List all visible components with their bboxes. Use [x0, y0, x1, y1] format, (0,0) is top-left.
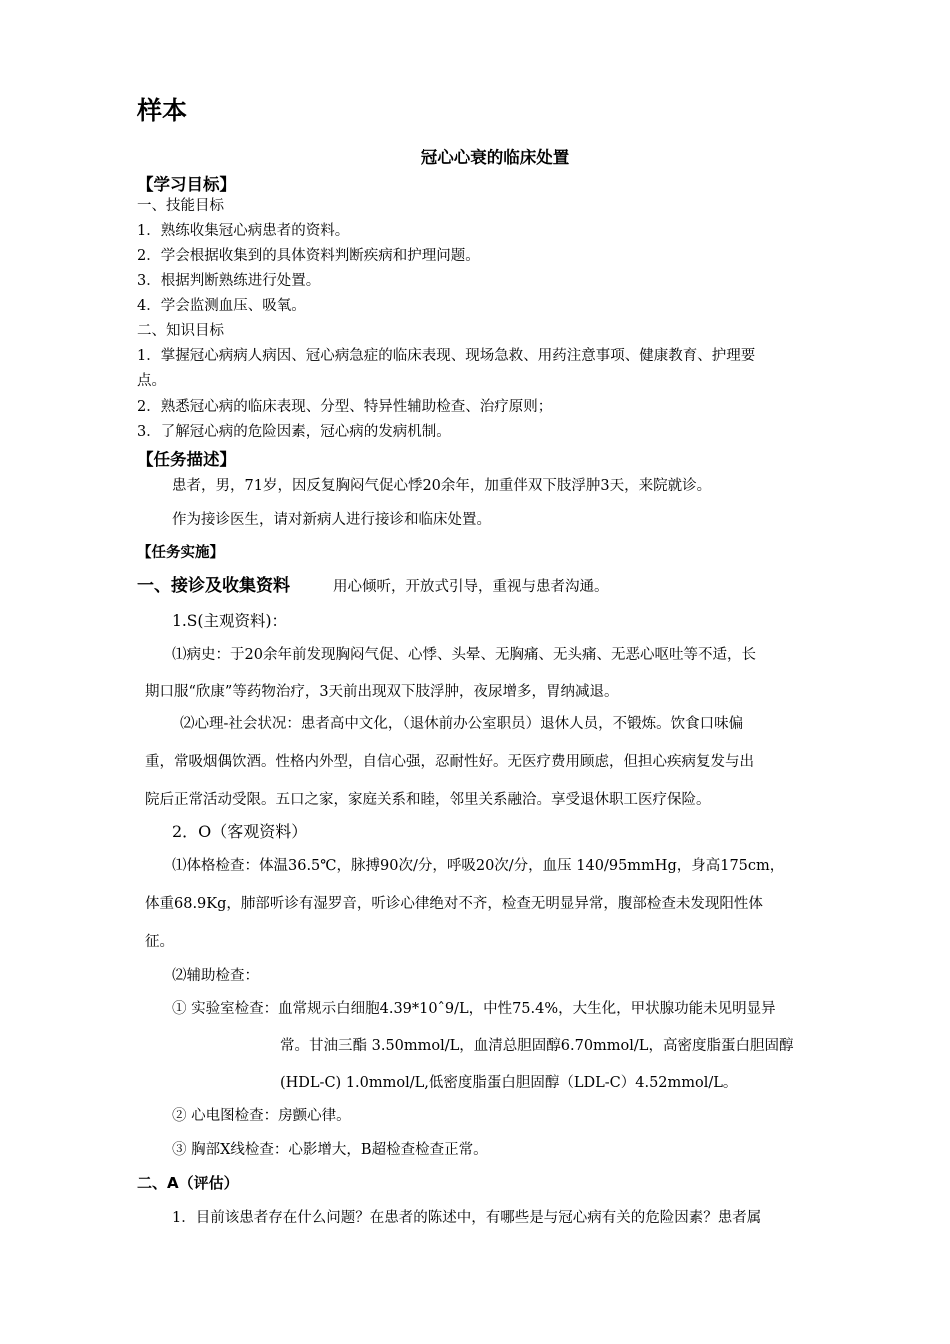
- section-2-title: 二、A（评估）: [137, 1174, 239, 1192]
- psychosocial-line: 院后正常活动受限。五口之家，家庭关系和睦，邻里关系融洽。享受退休职工医疗保险。: [145, 792, 711, 808]
- section-1-title: 一、接诊及收集资料: [137, 576, 290, 596]
- history-line: ⑴病史：于20余年前发现胸闷气促、心悸、头晕、无胸痛、无头痛、无恶心呕吐等不适，长: [172, 647, 756, 663]
- knowledge-objectives-heading: 二、知识目标: [137, 323, 224, 339]
- lab-exam-line: (HDL-C) 1.0mmol/L,低密度脂蛋白胆固醇（LDL-C）4.52mmol/L。: [280, 1075, 738, 1091]
- skill-item: 3．根据判断熟练进行处置。: [137, 273, 321, 289]
- task-description-paragraph: 患者，男，71岁，因反复胸闷气促心悸20余年，加重伴双下肢浮肿3天，来院就诊。: [172, 478, 712, 494]
- xray-exam-line: ③ 胸部X线检查：心影增大，B超检查检查正常。: [172, 1142, 488, 1158]
- physical-exam-line: 征。: [145, 934, 174, 950]
- section-1-note: 用心倾听，开放式引导，重视与患者沟通。: [333, 579, 609, 595]
- page-title: 冠心心衰的临床处置: [420, 148, 570, 167]
- sample-label: 样本: [137, 96, 188, 125]
- skill-objectives-heading: 一、技能目标: [137, 198, 224, 214]
- task-description-paragraph: 作为接诊医生，请对新病人进行接诊和临床处置。: [172, 512, 491, 528]
- psychosocial-line: 重，常吸烟偶饮酒。性格内外型，自信心强，忍耐性好。无医疗费用顾虑，但担心疾病复发与出: [145, 754, 754, 770]
- auxiliary-exam-title: ⑵辅助检查：: [172, 968, 259, 984]
- history-line: 期口服“欣康”等药物治疗，3天前出现双下肢浮肿，夜尿增多，胃纳减退。: [145, 684, 619, 700]
- task-description-heading: 【任务描述】: [137, 450, 236, 469]
- ecg-exam-line: ② 心电图检查：房颤心律。: [172, 1108, 351, 1124]
- knowledge-item: 3．了解冠心病的危险因素，冠心病的发病机制。: [137, 424, 451, 440]
- knowledge-item: 1．掌握冠心病病人病因、冠心病急症的临床表现、现场急救、用药注意事项、健康教育、护理要: [137, 348, 756, 364]
- knowledge-item: 点。: [137, 373, 166, 389]
- skill-item: 4．学会监测血压、吸氧。: [137, 298, 306, 314]
- knowledge-item: 2．熟悉冠心病的临床表现、分型、特异性辅助检查、治疗原则；: [137, 399, 553, 415]
- subjective-data-title: 1.S(主观资料)：: [172, 612, 288, 630]
- lab-exam-line: ① 实验室检查：血常规示白细胞4.39*10ˆ9/L，中性75.4%，大生化，甲状腺功能未见明显异: [172, 1001, 776, 1017]
- assessment-line: 1．目前该患者存在什么问题？在患者的陈述中，有哪些是与冠心病有关的危险因素？患者属: [172, 1210, 762, 1226]
- physical-exam-line: ⑴体格检查：体温36.5℃，脉搏90次/分，呼吸20次/分，血压 140/95mmHg，身高175cm，: [172, 858, 785, 874]
- task-implementation-heading: 【任务实施】: [137, 545, 224, 561]
- lab-exam-line: 常。甘油三酯 3.50mmol/L，血清总胆固醇6.70mmol/L，高密度脂蛋白胆固醇: [280, 1038, 794, 1054]
- learning-objectives-heading: 【学习目标】: [137, 175, 236, 194]
- skill-item: 2．学会根据收集到的具体资料判断疾病和护理问题。: [137, 248, 480, 264]
- physical-exam-line: 体重68.9Kg，肺部听诊有湿罗音，听诊心律绝对不齐，检查无明显异常，腹部检查未发现阳性体: [145, 896, 763, 912]
- psychosocial-line: ⑵心理-社会状况：患者高中文化，（退休前办公室职员）退休人员，不锻炼。饮食口味偏: [180, 716, 744, 732]
- objective-data-title: 2．O（客观资料）: [172, 822, 308, 841]
- skill-item: 1．熟练收集冠心病患者的资料。: [137, 223, 350, 239]
